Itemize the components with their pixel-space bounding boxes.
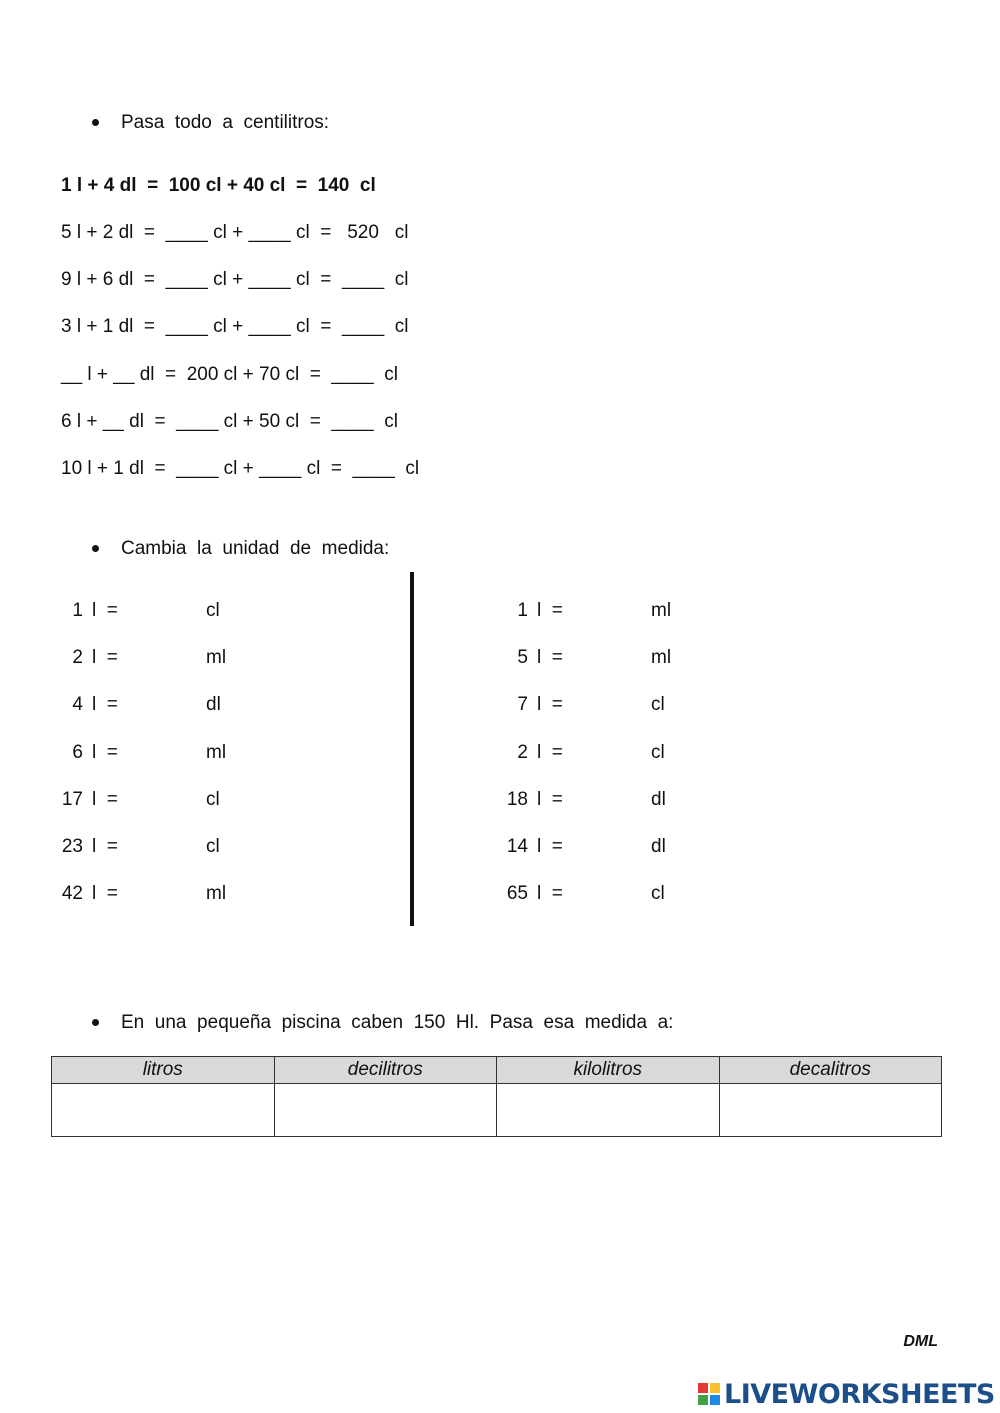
answer-cell-decalitros[interactable]: [719, 1084, 942, 1137]
bullet-icon: [92, 1019, 99, 1026]
liveworksheets-logo[interactable]: [698, 1378, 995, 1410]
target-unit: ml: [651, 600, 672, 621]
header-decalitros: decalitros: [719, 1057, 942, 1084]
conversion-equals: l =: [537, 883, 563, 905]
conversion-equals: l =: [92, 836, 118, 857]
column-divider: [410, 572, 414, 926]
target-unit: cl: [651, 694, 665, 716]
conversion-equals: l =: [537, 836, 563, 857]
conversion-equals: l =: [537, 694, 563, 716]
conversion-number: 4: [72, 694, 83, 716]
conversion-number: 2: [72, 647, 83, 669]
target-unit: cl: [206, 836, 220, 857]
section1-instruction: Pasa todo a centilitros:: [121, 112, 330, 133]
section3-instruction: En una pequeña piscina caben 150 Hl. Pasa esa medida a:: [121, 1012, 674, 1033]
logo-mark-icon: [698, 1383, 720, 1405]
answer-cell-kilolitros[interactable]: [497, 1084, 720, 1137]
conversion-number: 18: [506, 788, 528, 810]
conversion-equals: l =: [537, 600, 563, 621]
answer-table: [51, 1056, 942, 1137]
conversion-number: 14: [506, 836, 528, 857]
target-unit: dl: [206, 694, 221, 716]
conversion-equals: l =: [92, 647, 118, 669]
exercise-line: 10 l + 1 dl = ____ cl + ____ cl = ____ cl: [61, 458, 420, 479]
exercise-line: 3 l + 1 dl = ____ cl + ____ cl = ____ cl: [61, 316, 409, 338]
conversion-number: 42: [61, 883, 83, 905]
conversion-number: 65: [506, 883, 528, 905]
example-line: 1 l + 4 dl = 100 cl + 40 cl = 140 cl: [61, 175, 376, 196]
conversion-equals: l =: [537, 741, 563, 763]
conversion-number: 1: [517, 600, 528, 621]
target-unit: ml: [206, 883, 227, 905]
conversion-equals: l =: [92, 600, 118, 621]
answer-cell-litros[interactable]: [52, 1084, 275, 1137]
conversion-number: 5: [517, 647, 528, 669]
author-signature: DML: [903, 1333, 938, 1350]
header-decilitros: decilitros: [274, 1057, 497, 1084]
conversion-number: 23: [61, 836, 83, 857]
exercise-line: 5 l + 2 dl = ____ cl + ____ cl = 520 cl: [61, 222, 409, 243]
answer-cell-decilitros[interactable]: [274, 1084, 497, 1137]
target-unit: cl: [651, 883, 665, 905]
header-litros: litros: [52, 1057, 275, 1084]
logo-text: LIVEWORKSHEETS: [724, 1378, 995, 1410]
conversion-equals: l =: [92, 883, 118, 905]
exercise-line: 6 l + __ dl = ____ cl + 50 cl = ____ cl: [61, 410, 398, 432]
target-unit: ml: [651, 647, 672, 669]
conversion-number: 1: [72, 600, 83, 621]
conversion-equals: l =: [92, 788, 118, 810]
conversion-number: 7: [517, 694, 528, 716]
target-unit: cl: [206, 788, 220, 810]
target-unit: ml: [206, 647, 227, 669]
conversion-equals: l =: [537, 647, 563, 669]
conversion-equals: l =: [92, 741, 118, 763]
section2-instruction: Cambia la unidad de medida:: [121, 538, 390, 559]
conversion-number: 6: [72, 741, 83, 763]
target-unit: cl: [206, 600, 220, 621]
header-kilolitros: kilolitros: [497, 1057, 720, 1084]
target-unit: dl: [651, 788, 666, 810]
conversion-number: 17: [61, 788, 83, 810]
target-unit: dl: [651, 836, 666, 857]
conversion-equals: l =: [537, 788, 563, 810]
bullet-icon: [92, 545, 99, 552]
exercise-line: 9 l + 6 dl = ____ cl + ____ cl = ____ cl: [61, 269, 409, 291]
exercise-line: __ l + __ dl = 200 cl + 70 cl = ____ cl: [61, 363, 398, 385]
conversion-equals: l =: [92, 694, 118, 716]
target-unit: ml: [206, 741, 227, 763]
target-unit: cl: [651, 741, 665, 763]
bullet-icon: [92, 119, 99, 126]
conversion-number: 2: [517, 741, 528, 763]
